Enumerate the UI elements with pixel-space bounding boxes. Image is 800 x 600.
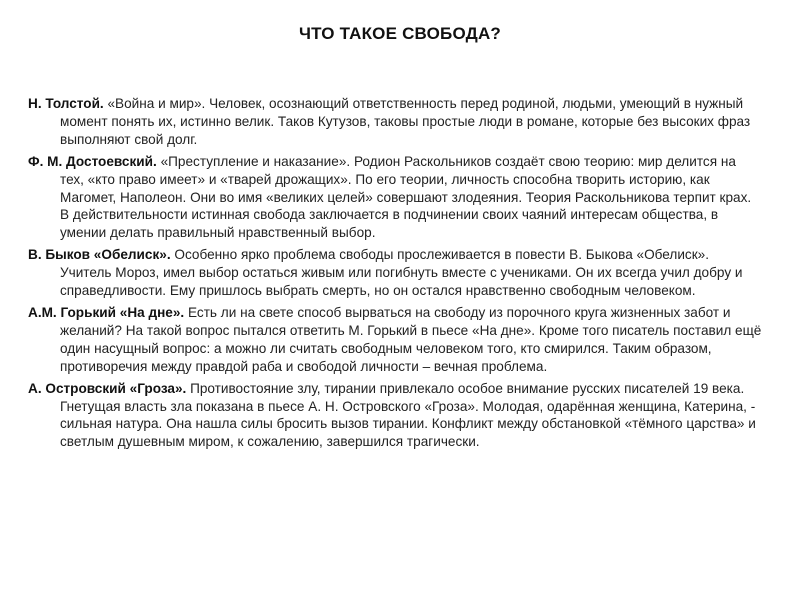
author-name: В. Быков «Обелиск». [28,247,171,263]
author-name: Ф. М. Достоевский. [28,153,157,169]
paragraph-text: Противостояние злу, тирании привлекало особое внимание русских писателей 19 века. Гнетущая власть зла показана в пьесе А. Н. Островского «Гроза». Молодая, одарённая женщина, Катерина, - сильная натура. Она нашла силы бросить вызов тирании. Конфликт между обстановкой «тёмного царства» и светлым душевным миром, к сожалению, завершился трагически. [60,380,756,450]
author-name: Н. Толстой. [28,96,104,111]
paragraph-ostrovsky [28,380,763,452]
slide-content [28,95,763,455]
paragraph-bykov [28,246,763,300]
author-name: А.М. Горький «На дне». [28,304,185,320]
paragraph-text: Особенно ярко проблема свободы прослеживается в повести В. Быкова «Обелиск». Учитель Мороз, имел выбор остаться живым или погибнуть вместе с учениками. Он их всегда учил добру и справедливости. Ему пришлось выбрать смерть, но он остался нравственно свободным человеком. [60,247,743,299]
slide-title: ЧТО ТАКОЕ СВОБОДА? [298,24,502,43]
paragraph-gorky [28,304,763,376]
paragraph-text: Есть ли на свете способ вырваться на свободу из порочного круга жизненных забот и желаний? На такой вопрос пытался ответить М. Горький в пьесе «На дне». Кроме того писатель поставил ещё один насущный вопрос: а можно ли считать свободным человеком того, кто смирился. Таким образом, противоречия между правдой раба и свободой личности – вечная проблема. [60,304,762,374]
paragraph-dostoevsky [28,153,763,243]
paragraph-tolstoy [28,95,763,149]
paragraph-text: «Преступление и наказание». Родион Раскольников создаёт свою теорию: мир делится на тех, «кто право имеет» и «тварей дрожащих». По его теории, личность способна творить историю, как Магомет, Наполеон. Они во имя «великих целей» совершают злодеяния. Теория Раскольникова терпит крах. В действительности истинная свобода заключается в подчинении своих чаяний интересам общества, в умении делать правильный нравственный выбор. [60,153,752,241]
author-name: А. Островский «Гроза». [28,380,187,396]
paragraph-text: «Война и мир». Человек, осознающий ответственность перед родиной, людьми, умеющий в нужный момент понять их, истинно велик. Таков Кутузов, таковы простые люди в романе, которые без высоких фраз выполняют свой долг. [60,96,751,147]
